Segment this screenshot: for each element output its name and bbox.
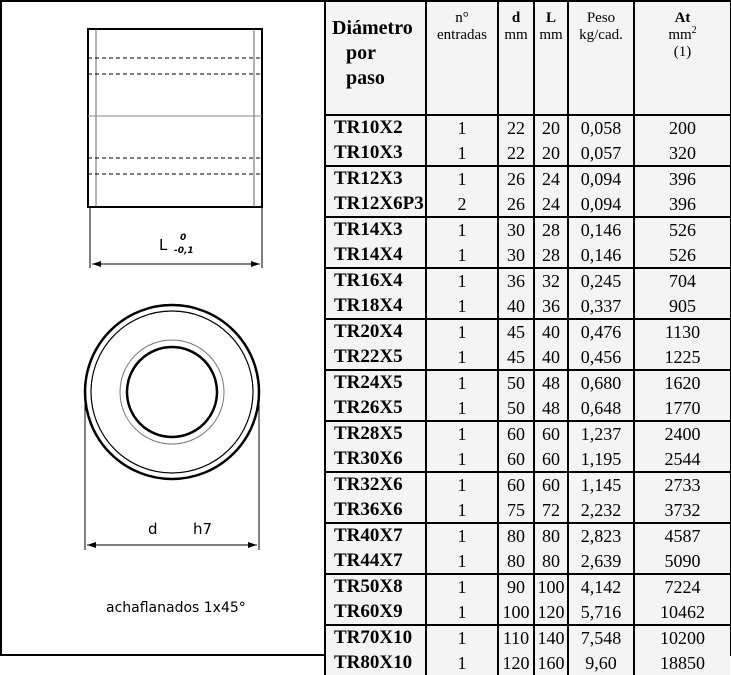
- cell-weight: 0,094: [568, 166, 634, 192]
- cell-d: 60: [498, 447, 534, 473]
- cell-designation: TR12X6P3: [325, 192, 426, 218]
- cell-designation: TR22X5: [325, 345, 426, 371]
- cell-starts: 1: [426, 243, 498, 269]
- cell-at: 10462: [634, 600, 730, 626]
- cell-starts: 1: [426, 294, 498, 320]
- table-row: [325, 141, 730, 167]
- cell-weight: 2,639: [568, 549, 634, 575]
- cell-d: 26: [498, 166, 534, 192]
- cell-designation: TR36X6: [325, 498, 426, 524]
- header-designation-line3: paso: [332, 66, 425, 91]
- cell-starts: 1: [426, 217, 498, 243]
- cell-at: 704: [634, 268, 730, 294]
- length-arrow-right: [251, 261, 260, 267]
- cell-designation: TR40X7: [325, 523, 426, 549]
- cell-at: 18850: [634, 651, 730, 675]
- cell-starts: 1: [426, 549, 498, 575]
- side-view-body: [88, 29, 262, 207]
- cell-starts: 1: [426, 345, 498, 371]
- bore-circle: [127, 347, 217, 437]
- cell-at: 1620: [634, 370, 730, 396]
- cell-starts: 1: [426, 396, 498, 422]
- cell-weight: 0,337: [568, 294, 634, 320]
- cell-designation: TR70X10: [325, 625, 426, 651]
- diameter-arrow-left: [87, 542, 96, 548]
- cell-weight: 2,823: [568, 523, 634, 549]
- cell-d: 100: [498, 600, 534, 626]
- cell-L: 24: [534, 192, 568, 218]
- cell-starts: 1: [426, 651, 498, 675]
- header-designation: [325, 2, 426, 115]
- cell-starts: 1: [426, 166, 498, 192]
- header-at-unit: [635, 27, 730, 44]
- table-row: [325, 421, 730, 447]
- cell-starts: 1: [426, 523, 498, 549]
- cell-designation: TR26X5: [325, 396, 426, 422]
- cell-L: 48: [534, 396, 568, 422]
- length-tolerance-upper: 0: [180, 233, 186, 243]
- cell-d: 60: [498, 421, 534, 447]
- header-designation-line2: por: [332, 41, 425, 66]
- table-row: [325, 115, 730, 141]
- table-row: [325, 498, 730, 524]
- cell-d: 50: [498, 370, 534, 396]
- cell-d: 45: [498, 319, 534, 345]
- cell-L: 28: [534, 217, 568, 243]
- table-row: [325, 319, 730, 345]
- cell-designation: TR50X8: [325, 574, 426, 600]
- cell-L: 60: [534, 472, 568, 498]
- cell-d: 110: [498, 625, 534, 651]
- cell-L: 80: [534, 549, 568, 575]
- header-d-line1: d: [499, 10, 533, 27]
- cell-at: 10200: [634, 625, 730, 651]
- cell-L: 160: [534, 651, 568, 675]
- cell-starts: 1: [426, 498, 498, 524]
- cell-d: 45: [498, 345, 534, 371]
- cell-designation: TR28X5: [325, 421, 426, 447]
- table-row: [325, 370, 730, 396]
- cell-at: 7224: [634, 574, 730, 600]
- cell-designation: TR12X3: [325, 166, 426, 192]
- cell-L: 40: [534, 345, 568, 371]
- cell-weight: 2,232: [568, 498, 634, 524]
- length-arrow-left: [92, 261, 101, 267]
- header-weight: [568, 2, 634, 115]
- cell-starts: 1: [426, 141, 498, 167]
- cell-at: 905: [634, 294, 730, 320]
- table-row: [325, 600, 730, 626]
- table-row: [325, 447, 730, 473]
- cell-L: 60: [534, 447, 568, 473]
- cell-weight: 1,195: [568, 447, 634, 473]
- cell-designation: TR18X4: [325, 294, 426, 320]
- cell-d: 26: [498, 192, 534, 218]
- cell-starts: 1: [426, 370, 498, 396]
- table-row: [325, 268, 730, 294]
- outer-circle: [85, 305, 259, 479]
- cell-starts: 1: [426, 625, 498, 651]
- cell-at: 1225: [634, 345, 730, 371]
- cell-weight: 0,058: [568, 115, 634, 141]
- cell-at: 396: [634, 192, 730, 218]
- table-row: [325, 294, 730, 320]
- table-row: [325, 396, 730, 422]
- cell-designation: TR24X5: [325, 370, 426, 396]
- cell-at: 1130: [634, 319, 730, 345]
- cell-starts: 1: [426, 574, 498, 600]
- cell-d: 30: [498, 217, 534, 243]
- cell-designation: TR14X4: [325, 243, 426, 269]
- cell-d: 22: [498, 115, 534, 141]
- header-starts-line1: n°: [427, 10, 497, 27]
- cell-L: 40: [534, 319, 568, 345]
- header-at: [634, 2, 730, 115]
- cell-d: 50: [498, 396, 534, 422]
- cell-designation: TR10X2: [325, 115, 426, 141]
- header-starts: [426, 2, 498, 115]
- diameter-tolerance: h7: [193, 520, 212, 538]
- cell-L: 36: [534, 294, 568, 320]
- cell-L: 140: [534, 625, 568, 651]
- cell-d: 40: [498, 294, 534, 320]
- cell-weight: 7,548: [568, 625, 634, 651]
- cell-starts: 1: [426, 115, 498, 141]
- cell-weight: 0,648: [568, 396, 634, 422]
- diameter-arrow-right: [248, 542, 257, 548]
- table-header-row: [325, 2, 730, 115]
- cell-weight: 0,456: [568, 345, 634, 371]
- cell-L: 60: [534, 421, 568, 447]
- table-body: [325, 115, 730, 675]
- cell-weight: 0,680: [568, 370, 634, 396]
- header-at-line2: mm: [668, 27, 691, 43]
- table-row: [325, 166, 730, 192]
- cell-starts: 1: [426, 421, 498, 447]
- cell-at: 200: [634, 115, 730, 141]
- header-L: [534, 2, 568, 115]
- header-designation-line1: Diámetro: [332, 16, 425, 41]
- cell-weight: 0,476: [568, 319, 634, 345]
- cell-L: 28: [534, 243, 568, 269]
- cell-L: 32: [534, 268, 568, 294]
- cell-at: 396: [634, 166, 730, 192]
- cell-designation: TR14X3: [325, 217, 426, 243]
- table-row: [325, 549, 730, 575]
- cell-starts: 1: [426, 472, 498, 498]
- side-view: [88, 29, 262, 268]
- cell-designation: TR20X4: [325, 319, 426, 345]
- cell-at: 2544: [634, 447, 730, 473]
- cell-weight: 0,057: [568, 141, 634, 167]
- outer-chamfer-circle: [91, 311, 253, 473]
- technical-drawing: [2, 2, 324, 654]
- cell-L: 72: [534, 498, 568, 524]
- cell-weight: 0,245: [568, 268, 634, 294]
- end-view: [85, 305, 259, 550]
- cell-designation: TR60X9: [325, 600, 426, 626]
- cell-L: 20: [534, 141, 568, 167]
- cell-d: 90: [498, 574, 534, 600]
- cell-at: 3732: [634, 498, 730, 524]
- cell-L: 120: [534, 600, 568, 626]
- length-tolerance-lower: -0,1: [174, 246, 194, 256]
- chamfer-note: achaflanados 1x45°: [106, 600, 246, 616]
- nut-drawing-svg: [2, 2, 324, 654]
- cell-d: 60: [498, 472, 534, 498]
- diameter-label: d: [148, 520, 159, 538]
- table-row: [325, 345, 730, 371]
- cell-at: 2400: [634, 421, 730, 447]
- cell-designation: TR32X6: [325, 472, 426, 498]
- table-row: [325, 243, 730, 269]
- cell-starts: 2: [426, 192, 498, 218]
- cell-designation: TR30X6: [325, 447, 426, 473]
- cell-at: 320: [634, 141, 730, 167]
- cell-L: 100: [534, 574, 568, 600]
- cell-designation: TR44X7: [325, 549, 426, 575]
- cell-designation: TR10X3: [325, 141, 426, 167]
- cell-weight: 4,142: [568, 574, 634, 600]
- header-weight-line2: kg/cad.: [569, 27, 633, 44]
- table-row: [325, 574, 730, 600]
- length-label: L: [159, 236, 167, 254]
- table-row: [325, 192, 730, 218]
- header-L-line1: L: [535, 10, 567, 27]
- cell-weight: 1,145: [568, 472, 634, 498]
- cell-at: 526: [634, 243, 730, 269]
- cell-d: 80: [498, 523, 534, 549]
- table-row: [325, 217, 730, 243]
- cell-weight: 0,094: [568, 192, 634, 218]
- header-L-line2: mm: [535, 27, 567, 44]
- cell-designation: TR80X10: [325, 651, 426, 675]
- cell-weight: 9,60: [568, 651, 634, 675]
- table-row: [325, 472, 730, 498]
- cell-weight: 0,146: [568, 243, 634, 269]
- table-row: [325, 625, 730, 651]
- cell-at: 2733: [634, 472, 730, 498]
- header-at-line1: At: [635, 10, 730, 27]
- cell-starts: 1: [426, 600, 498, 626]
- header-d: [498, 2, 534, 115]
- cell-weight: 5,716: [568, 600, 634, 626]
- cell-L: 80: [534, 523, 568, 549]
- cell-at: 4587: [634, 523, 730, 549]
- cell-L: 20: [534, 115, 568, 141]
- header-weight-line1: Peso: [569, 10, 633, 27]
- cell-at: 5090: [634, 549, 730, 575]
- header-at-note: (1): [635, 44, 730, 61]
- cell-starts: 1: [426, 268, 498, 294]
- spec-table: [324, 2, 730, 675]
- cell-designation: TR16X4: [325, 268, 426, 294]
- table-row: [325, 523, 730, 549]
- cell-d: 75: [498, 498, 534, 524]
- cell-L: 24: [534, 166, 568, 192]
- cell-weight: 1,237: [568, 421, 634, 447]
- cell-weight: 0,146: [568, 217, 634, 243]
- header-d-line2: mm: [499, 27, 533, 44]
- header-starts-line2: entradas: [427, 27, 497, 44]
- cell-d: 36: [498, 268, 534, 294]
- cell-at: 1770: [634, 396, 730, 422]
- thread-major-circle: [120, 340, 224, 444]
- cell-at: 526: [634, 217, 730, 243]
- cell-d: 80: [498, 549, 534, 575]
- cell-L: 48: [534, 370, 568, 396]
- cell-d: 30: [498, 243, 534, 269]
- cell-d: 120: [498, 651, 534, 675]
- cell-starts: 1: [426, 319, 498, 345]
- cell-starts: 1: [426, 447, 498, 473]
- table-row: [325, 651, 730, 675]
- header-at-sup: 2: [692, 25, 697, 36]
- cell-d: 22: [498, 141, 534, 167]
